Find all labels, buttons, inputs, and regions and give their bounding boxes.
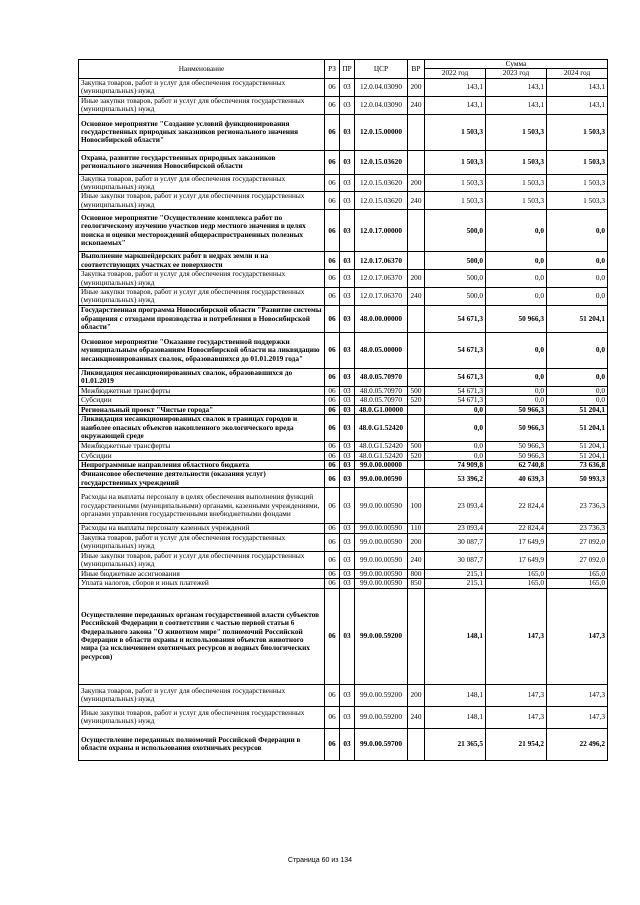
- row-csr: 48.0.00.00000: [355, 305, 408, 332]
- row-name: Государственная программа Новосибирской области "Развитие системы обращения с отходами производства и потребления в Новосибирской области": [79, 305, 325, 332]
- row-csr: 12.0.17.00000: [355, 210, 408, 252]
- row-pr: 03: [340, 368, 355, 386]
- row-rz: 06: [325, 270, 340, 288]
- row-csr: 48.0.G1.00000: [355, 405, 408, 414]
- row-pr: 03: [340, 706, 355, 728]
- row-csr: 99.0.00.00590: [355, 569, 408, 578]
- row-sum-2023: 1 503,3: [486, 114, 547, 150]
- row-rz: 06: [325, 305, 340, 332]
- row-sum-2023: 0,0: [486, 396, 547, 405]
- header-year-2024: 2024 год: [547, 69, 608, 78]
- row-sum-2023: 0,0: [486, 288, 547, 306]
- row-rz: 06: [325, 470, 340, 488]
- row-pr: 03: [340, 150, 355, 174]
- row-name: Финансовое обеспечение деятельности (оказания услуг) государственных учреждений: [79, 470, 325, 488]
- row-sum-2022: 23 093,4: [425, 488, 486, 524]
- row-sum-2022: 143,1: [425, 96, 486, 114]
- row-pr: 03: [340, 332, 355, 368]
- row-sum-2023: 0,0: [486, 332, 547, 368]
- row-rz: 06: [325, 78, 340, 96]
- row-sum-2022: 500,0: [425, 270, 486, 288]
- row-sum-2022: 53 396,2: [425, 470, 486, 488]
- row-sum-2022: 143,1: [425, 78, 486, 96]
- row-rz: 06: [325, 96, 340, 114]
- row-pr: 03: [340, 579, 355, 588]
- row-vr: 200: [408, 78, 425, 96]
- row-sum-2022: 500,0: [425, 210, 486, 252]
- row-pr: 03: [340, 451, 355, 460]
- header-vr: ВР: [408, 60, 425, 79]
- row-sum-2023: 1 503,3: [486, 150, 547, 174]
- row-sum-2022: 148,1: [425, 684, 486, 706]
- row-sum-2022: 0,0: [425, 405, 486, 414]
- row-name: Закупка товаров, работ и услуг для обеспечения государственных (муниципальных) нужд: [79, 174, 325, 192]
- row-name: Расходы на выплаты персоналу казенных учреждений: [79, 524, 325, 533]
- row-csr: 12.0.17.06370: [355, 270, 408, 288]
- row-rz: 06: [325, 569, 340, 578]
- row-sum-2022: 74 909,8: [425, 460, 486, 469]
- row-vr: 110: [408, 524, 425, 533]
- row-pr: 03: [340, 288, 355, 306]
- row-sum-2024: 23 736,3: [547, 488, 608, 524]
- row-sum-2024: 51 204,1: [547, 305, 608, 332]
- row-sum-2022: 148,1: [425, 706, 486, 728]
- row-pr: 03: [340, 305, 355, 332]
- row-csr: 99.0.00.59200: [355, 684, 408, 706]
- budget-table: [78, 59, 608, 761]
- row-vr: 240: [408, 288, 425, 306]
- row-pr: 03: [340, 533, 355, 551]
- row-pr: 03: [340, 270, 355, 288]
- row-sum-2022: 1 503,3: [425, 150, 486, 174]
- table-row: [79, 305, 608, 332]
- row-rz: 06: [325, 150, 340, 174]
- row-vr: 200: [408, 533, 425, 551]
- row-name: Закупка товаров, работ и услуг для обеспечения государственных (муниципальных) нужд: [79, 533, 325, 551]
- row-sum-2023: 21 954,2: [486, 728, 547, 760]
- row-sum-2024: 51 204,1: [547, 405, 608, 414]
- row-rz: 06: [325, 368, 340, 386]
- row-vr: [408, 332, 425, 368]
- row-sum-2022: 54 671,3: [425, 396, 486, 405]
- row-pr: 03: [340, 684, 355, 706]
- table-row: [79, 579, 608, 588]
- row-sum-2024: 143,1: [547, 96, 608, 114]
- row-vr: [408, 460, 425, 469]
- row-pr: 03: [340, 386, 355, 395]
- row-sum-2023: 50 966,3: [486, 451, 547, 460]
- table-row: [79, 210, 608, 252]
- row-vr: [408, 588, 425, 684]
- row-name: Закупка товаров, работ и услуг для обеспечения государственных (муниципальных) нужд: [79, 270, 325, 288]
- row-sum-2022: 215,1: [425, 569, 486, 578]
- row-sum-2023: 17 649,9: [486, 533, 547, 551]
- table-row: [79, 174, 608, 192]
- table-body: [79, 78, 608, 760]
- row-vr: 200: [408, 270, 425, 288]
- row-name: Межбюджетные трансферты: [79, 386, 325, 395]
- row-sum-2024: 1 503,3: [547, 174, 608, 192]
- table-row: [79, 488, 608, 524]
- row-csr: 12.0.15.03620: [355, 192, 408, 210]
- row-csr: 99.0.00.00590: [355, 524, 408, 533]
- row-pr: 03: [340, 488, 355, 524]
- row-sum-2022: 1 503,3: [425, 114, 486, 150]
- row-sum-2023: 50 966,3: [486, 405, 547, 414]
- row-pr: 03: [340, 728, 355, 760]
- row-sum-2023: 147,3: [486, 684, 547, 706]
- row-vr: [408, 728, 425, 760]
- table-row: [79, 368, 608, 386]
- row-csr: 99.0.00.00590: [355, 488, 408, 524]
- row-sum-2022: 500,0: [425, 252, 486, 270]
- row-vr: 100: [408, 488, 425, 524]
- row-sum-2024: 23 736,3: [547, 524, 608, 533]
- row-rz: 06: [325, 174, 340, 192]
- row-name: Иные закупки товаров, работ и услуг для обеспечения государственных (муниципальных) нужд: [79, 551, 325, 569]
- row-sum-2024: 51 204,1: [547, 451, 608, 460]
- header-year-2022: 2022 год: [425, 69, 486, 78]
- row-sum-2023: 147,3: [486, 588, 547, 684]
- row-sum-2024: 147,3: [547, 684, 608, 706]
- row-rz: 06: [325, 396, 340, 405]
- row-rz: 06: [325, 588, 340, 684]
- row-csr: 12.0.17.06370: [355, 288, 408, 306]
- row-pr: 03: [340, 96, 355, 114]
- row-name: Основное мероприятие "Осуществление комплекса работ по геологическому изучению участков недр местного значения в целях поиска и оценки месторождений общераспространенных полезных ископаемых": [79, 210, 325, 252]
- row-sum-2022: 54 671,3: [425, 386, 486, 395]
- row-sum-2024: 1 503,3: [547, 192, 608, 210]
- table-row: [79, 270, 608, 288]
- row-rz: 06: [325, 192, 340, 210]
- row-sum-2024: 0,0: [547, 252, 608, 270]
- row-vr: [408, 470, 425, 488]
- row-name: Иные закупки товаров, работ и услуг для обеспечения государственных (муниципальных) нужд: [79, 96, 325, 114]
- row-sum-2024: 147,3: [547, 588, 608, 684]
- row-sum-2023: 165,0: [486, 569, 547, 578]
- row-rz: 06: [325, 488, 340, 524]
- row-sum-2023: 0,0: [486, 210, 547, 252]
- row-name: Основное мероприятие "Создание условий функционирования государственных природных заказников регионального значения Новосибирской области": [79, 114, 325, 150]
- row-rz: 06: [325, 533, 340, 551]
- table-row: [79, 114, 608, 150]
- row-rz: 06: [325, 415, 340, 442]
- row-pr: 03: [340, 174, 355, 192]
- header-sum: Сумма: [425, 60, 608, 69]
- row-csr: 99.0.00.00590: [355, 533, 408, 551]
- table-row: [79, 192, 608, 210]
- row-sum-2022: 0,0: [425, 451, 486, 460]
- row-vr: 500: [408, 442, 425, 451]
- table-row: [79, 728, 608, 760]
- row-name: Уплата налогов, сборов и иных платежей: [79, 579, 325, 588]
- row-sum-2023: 0,0: [486, 270, 547, 288]
- row-sum-2023: 1 503,3: [486, 174, 547, 192]
- row-vr: 240: [408, 551, 425, 569]
- row-sum-2023: 22 824,4: [486, 488, 547, 524]
- row-sum-2024: 22 496,2: [547, 728, 608, 760]
- row-sum-2023: 40 639,3: [486, 470, 547, 488]
- table-row: [79, 442, 608, 451]
- row-rz: 06: [325, 288, 340, 306]
- row-csr: 99.0.00.00590: [355, 579, 408, 588]
- row-vr: 240: [408, 192, 425, 210]
- table-row: [79, 569, 608, 578]
- row-sum-2023: 147,3: [486, 706, 547, 728]
- row-sum-2023: 50 966,3: [486, 442, 547, 451]
- row-name: Закупка товаров, работ и услуг для обеспечения государственных (муниципальных) нужд: [79, 684, 325, 706]
- table-row: [79, 288, 608, 306]
- row-sum-2022: 500,0: [425, 288, 486, 306]
- row-name: Ликвидация несанкционированных свалок, образовавшихся до 01.01.2019: [79, 368, 325, 386]
- table-row: [79, 460, 608, 469]
- table-row: [79, 470, 608, 488]
- row-vr: [408, 114, 425, 150]
- row-name: Иные закупки товаров, работ и услуг для обеспечения государственных (муниципальных) нужд: [79, 288, 325, 306]
- row-rz: 06: [325, 386, 340, 395]
- row-csr: 12.0.15.03620: [355, 150, 408, 174]
- row-csr: 12.0.04.03090: [355, 96, 408, 114]
- row-csr: 12.0.04.03090: [355, 78, 408, 96]
- row-sum-2023: 22 824,4: [486, 524, 547, 533]
- row-csr: 99.0.00.00000: [355, 460, 408, 469]
- row-pr: 03: [340, 470, 355, 488]
- row-sum-2024: 0,0: [547, 288, 608, 306]
- row-vr: 850: [408, 579, 425, 588]
- row-pr: 03: [340, 551, 355, 569]
- row-csr: 99.0.00.59200: [355, 588, 408, 684]
- row-sum-2024: 27 092,0: [547, 533, 608, 551]
- table-row: [79, 150, 608, 174]
- table-row: [79, 405, 608, 414]
- row-pr: 03: [340, 524, 355, 533]
- row-sum-2023: 143,1: [486, 78, 547, 96]
- row-name: Охрана, развитие государственных природных заказников регионального значения Новосибирской области: [79, 150, 325, 174]
- row-vr: 240: [408, 96, 425, 114]
- row-pr: 03: [340, 405, 355, 414]
- row-csr: 48.0.05.00000: [355, 332, 408, 368]
- table-row: [79, 252, 608, 270]
- row-csr: 99.0.00.00590: [355, 551, 408, 569]
- row-rz: 06: [325, 524, 340, 533]
- row-pr: 03: [340, 588, 355, 684]
- row-vr: [408, 405, 425, 414]
- row-csr: 48.0.G1.52420: [355, 415, 408, 442]
- row-rz: 06: [325, 684, 340, 706]
- row-sum-2022: 0,0: [425, 415, 486, 442]
- row-sum-2023: 0,0: [486, 252, 547, 270]
- row-name: Закупка товаров, работ и услуг для обеспечения государственных (муниципальных) нужд: [79, 78, 325, 96]
- row-sum-2022: 1 503,3: [425, 174, 486, 192]
- row-name: Субсидии: [79, 396, 325, 405]
- row-vr: [408, 368, 425, 386]
- row-sum-2022: 215,1: [425, 579, 486, 588]
- row-name: Региональный проект "Чистые города": [79, 405, 325, 414]
- row-sum-2024: 1 503,3: [547, 114, 608, 150]
- row-name: Иные закупки товаров, работ и услуг для обеспечения государственных (муниципальных) нужд: [79, 192, 325, 210]
- row-vr: [408, 252, 425, 270]
- table-row: [79, 684, 608, 706]
- header-year-2023: 2023 год: [486, 69, 547, 78]
- row-rz: 06: [325, 405, 340, 414]
- table-row: [79, 451, 608, 460]
- row-rz: 06: [325, 252, 340, 270]
- row-sum-2023: 17 649,9: [486, 551, 547, 569]
- table-row: [79, 396, 608, 405]
- row-sum-2024: 73 636,8: [547, 460, 608, 469]
- row-sum-2022: 30 087,7: [425, 533, 486, 551]
- row-sum-2024: 143,1: [547, 78, 608, 96]
- row-sum-2022: 0,0: [425, 442, 486, 451]
- row-pr: 03: [340, 114, 355, 150]
- row-sum-2022: 54 671,3: [425, 332, 486, 368]
- row-name: Основное мероприятие "Оказание государственной поддержки муниципальным образованиям Новосибирской области на ликвидацию несанкционированных свалок, образовавшихся до 01.01.2019 года": [79, 332, 325, 368]
- row-pr: 03: [340, 192, 355, 210]
- table-row: [79, 386, 608, 395]
- row-sum-2022: 1 503,3: [425, 192, 486, 210]
- row-vr: 200: [408, 684, 425, 706]
- row-sum-2022: 23 093,4: [425, 524, 486, 533]
- row-sum-2023: 50 966,3: [486, 305, 547, 332]
- row-csr: 99.0.00.59700: [355, 728, 408, 760]
- row-sum-2022: 30 087,7: [425, 551, 486, 569]
- row-csr: 12.0.15.00000: [355, 114, 408, 150]
- table-row: [79, 524, 608, 533]
- row-vr: [408, 305, 425, 332]
- row-rz: 06: [325, 706, 340, 728]
- table-row: [79, 78, 608, 96]
- row-name: Расходы на выплаты персоналу в целях обеспечения выполнения функций государственными (муниципальными) органами, казенными учреждениями, органами управления государственными внебюджетными фондами: [79, 488, 325, 524]
- row-rz: 06: [325, 442, 340, 451]
- row-sum-2023: 0,0: [486, 386, 547, 395]
- table-row: [79, 706, 608, 728]
- row-rz: 06: [325, 332, 340, 368]
- row-sum-2023: 50 966,3: [486, 415, 547, 442]
- table-row: [79, 588, 608, 684]
- row-vr: [408, 150, 425, 174]
- row-sum-2024: 0,0: [547, 332, 608, 368]
- row-sum-2024: 51 204,1: [547, 415, 608, 442]
- row-csr: 99.0.00.00590: [355, 470, 408, 488]
- row-csr: 48.0.05.70970: [355, 396, 408, 405]
- row-csr: 48.0.G1.52420: [355, 442, 408, 451]
- page-number: Страница 60 из 134: [287, 857, 353, 864]
- row-csr: 99.0.00.59200: [355, 706, 408, 728]
- row-name: Иные закупки товаров, работ и услуг для обеспечения государственных (муниципальных) нужд: [79, 706, 325, 728]
- row-sum-2024: 50 993,3: [547, 470, 608, 488]
- header-rz: РЗ: [325, 60, 340, 79]
- row-name: Субсидии: [79, 451, 325, 460]
- row-sum-2024: 0,0: [547, 210, 608, 252]
- row-csr: 48.0.G1.52420: [355, 451, 408, 460]
- row-sum-2023: 0,0: [486, 368, 547, 386]
- row-sum-2024: 165,0: [547, 569, 608, 578]
- row-rz: 06: [325, 728, 340, 760]
- row-pr: 03: [340, 252, 355, 270]
- row-sum-2024: 27 092,0: [547, 551, 608, 569]
- row-name: Осуществление переданных органам государственной власти субъектов Российской Федерации в соответствии с частью первой статьи 6 Федерального закона "О животном мире" полномочий Российской Федерации в области охраны и использования объектов животного мира (за исключением охотничьих ресурсов и водных биологических ресурсов): [79, 588, 325, 684]
- row-sum-2022: 54 671,3: [425, 368, 486, 386]
- row-rz: 06: [325, 210, 340, 252]
- row-name: Иные бюджетные ассигнования: [79, 569, 325, 578]
- row-csr: 48.0.05.70970: [355, 386, 408, 395]
- row-name: Выполнение маркшейдерских работ в недрах земли и на соответствующих участках ее поверхности: [79, 252, 325, 270]
- row-sum-2023: 143,1: [486, 96, 547, 114]
- table-row: [79, 415, 608, 442]
- row-sum-2024: 51 204,1: [547, 442, 608, 451]
- row-csr: 12.0.17.06370: [355, 252, 408, 270]
- row-rz: 06: [325, 579, 340, 588]
- row-rz: 06: [325, 551, 340, 569]
- row-vr: 500: [408, 386, 425, 395]
- row-sum-2022: 148,1: [425, 588, 486, 684]
- table-row: [79, 551, 608, 569]
- row-rz: 06: [325, 451, 340, 460]
- row-pr: 03: [340, 442, 355, 451]
- header-csr: ЦСР: [355, 60, 408, 79]
- row-pr: 03: [340, 569, 355, 578]
- row-csr: 48.0.05.70970: [355, 368, 408, 386]
- row-pr: 03: [340, 415, 355, 442]
- row-name: Межбюджетные трансферты: [79, 442, 325, 451]
- row-pr: 03: [340, 210, 355, 252]
- table-row: [79, 533, 608, 551]
- header-pr: ПР: [340, 60, 355, 79]
- row-vr: 200: [408, 174, 425, 192]
- table-row: [79, 332, 608, 368]
- row-sum-2022: 54 671,3: [425, 305, 486, 332]
- row-vr: 520: [408, 396, 425, 405]
- row-rz: 06: [325, 460, 340, 469]
- row-name: Непрограммные направления областного бюджета: [79, 460, 325, 469]
- row-pr: 03: [340, 396, 355, 405]
- row-sum-2023: 62 740,8: [486, 460, 547, 469]
- row-vr: 520: [408, 451, 425, 460]
- row-csr: 12.0.15.03620: [355, 174, 408, 192]
- row-sum-2023: 1 503,3: [486, 192, 547, 210]
- row-pr: 03: [340, 460, 355, 469]
- row-rz: 06: [325, 114, 340, 150]
- header-name: Наименование: [79, 60, 325, 79]
- row-vr: [408, 415, 425, 442]
- row-sum-2024: 0,0: [547, 386, 608, 395]
- row-sum-2024: 0,0: [547, 396, 608, 405]
- row-pr: 03: [340, 78, 355, 96]
- row-sum-2023: 165,0: [486, 579, 547, 588]
- row-name: Осуществление переданных полномочий Российской Федерации в области охраны и использования охотничьих ресурсов: [79, 728, 325, 760]
- row-vr: [408, 210, 425, 252]
- row-sum-2022: 21 365,5: [425, 728, 486, 760]
- row-sum-2024: 0,0: [547, 368, 608, 386]
- table-row: [79, 96, 608, 114]
- row-vr: 240: [408, 706, 425, 728]
- row-sum-2024: 0,0: [547, 270, 608, 288]
- row-sum-2024: 147,3: [547, 706, 608, 728]
- row-name: Ликвидация несанкционированных свалок в границах городов и наиболее опасных объектов накопленного экологического вреда окружающей среде: [79, 415, 325, 442]
- row-vr: 800: [408, 569, 425, 578]
- row-sum-2024: 1 503,3: [547, 150, 608, 174]
- row-sum-2024: 165,0: [547, 579, 608, 588]
